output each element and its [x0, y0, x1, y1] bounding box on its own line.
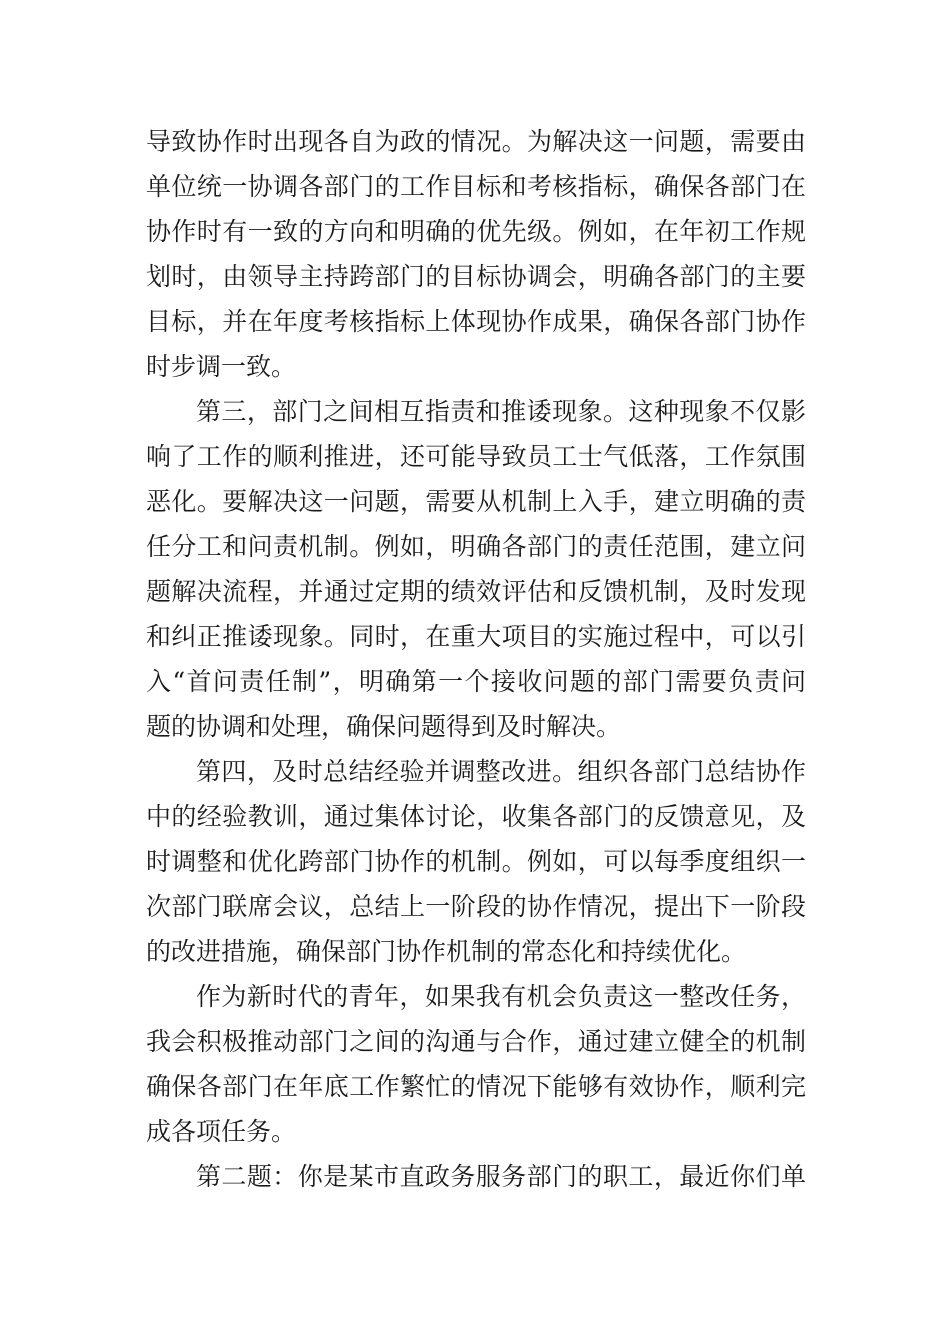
paragraph-3 [146, 749, 806, 974]
text-line: 响了工作的顺利推进，还可能导致员工士气低落，工作氛围 [146, 442, 806, 471]
text-line: 第二题：你是某市直政务服务部门的职工，最近你们单 [196, 1162, 806, 1191]
text-line: 我会积极推动部门之间的沟通与合作，通过建立健全的机制 [146, 1027, 806, 1056]
text-line: 成各项任务。 [146, 1117, 297, 1146]
paragraph-5 [146, 1154, 806, 1199]
text-line: 恶化。要解决这一问题，需要从机制上入手，建立明确的责 [146, 487, 806, 516]
text-line: 导致协作时出现各自为政的情况。为解决这一问题，需要由 [146, 127, 806, 156]
text-line: 单位统一协调各部门的工作目标和考核指标，确保各部门在 [146, 172, 806, 201]
text-line: 时步调一致。 [146, 352, 297, 381]
paragraph-1 [146, 119, 806, 389]
text-line: 目标，并在年度考核指标上体现协作成果，确保各部门协作 [146, 307, 806, 336]
text-line: 的改进措施，确保部门协作机制的常态化和持续优化。 [146, 937, 747, 966]
text-line: 第三，部门之间相互指责和推诿现象。这种现象不仅影 [196, 397, 806, 426]
text-line: 确保各部门在年底工作繁忙的情况下能够有效协作，顺利完 [146, 1072, 806, 1101]
text-line: 划时，由领导主持跨部门的目标协调会，明确各部门的主要 [146, 262, 806, 291]
text-line: 时调整和优化跨部门协作的机制。例如，可以每季度组织一 [146, 847, 806, 876]
text-line: 协作时有一致的方向和明确的优先级。例如，在年初工作规 [146, 217, 806, 246]
paragraph-4 [146, 974, 806, 1154]
text-line: 作为新时代的青年，如果我有机会负责这一整改任务， [196, 982, 806, 1011]
text-line: 和纠正推诿现象。同时，在重大项目的实施过程中，可以引 [146, 622, 806, 651]
text-line: 次部门联席会议，总结上一阶段的协作情况，提出下一阶段 [146, 892, 806, 921]
paragraph-2 [146, 389, 806, 749]
text-line: 第四，及时总结经验并调整改进。组织各部门总结协作 [196, 757, 806, 786]
text-line: 中的经验教训，通过集体讨论，收集各部门的反馈意见，及 [146, 802, 806, 831]
text-line: 题解决流程，并通过定期的绩效评估和反馈机制，及时发现 [146, 577, 806, 606]
text-line: 入“首问责任制”，明确第一个接收问题的部门需要负责问 [146, 667, 806, 696]
text-line: 任分工和问责机制。例如，明确各部门的责任范围，建立问 [146, 532, 806, 561]
document-body [146, 119, 806, 1199]
text-line: 题的协调和处理，确保问题得到及时解决。 [146, 712, 622, 741]
